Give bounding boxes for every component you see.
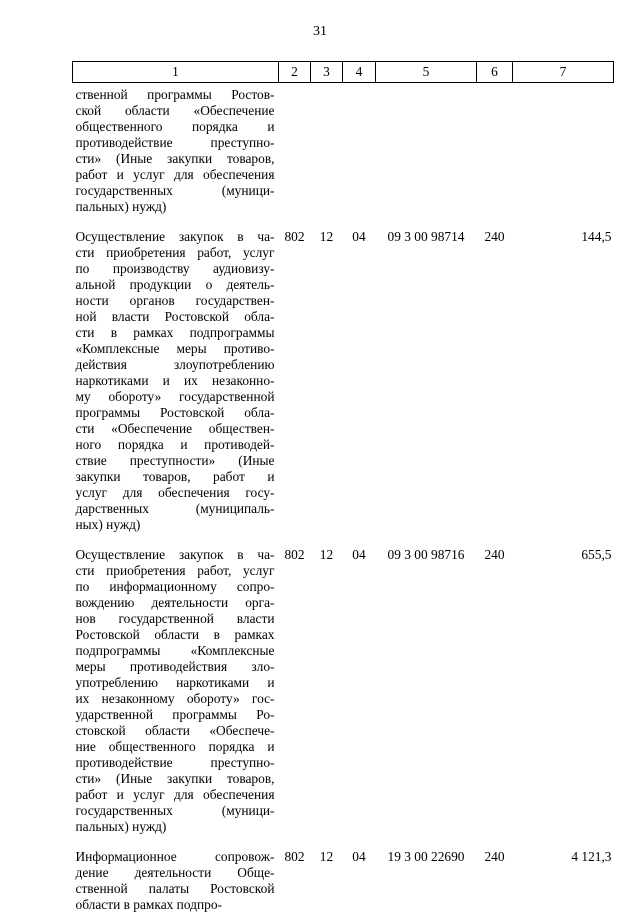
table-body — [73, 83, 614, 913]
description-line: их незаконному обороту» гос- — [76, 691, 275, 707]
description-line: ных) нужд) — [76, 517, 275, 533]
page-number: 31 — [0, 24, 640, 40]
description-line: пальных) нужд) — [76, 819, 275, 835]
description-line: «Комплексные меры противо- — [76, 341, 275, 357]
description-line: Ростовской области в рамках — [76, 627, 275, 643]
description-line: Осуществление закупок в ча- — [76, 547, 275, 563]
description-line: общественного порядка и — [76, 119, 275, 135]
description-line: ударственной программы Ро- — [76, 707, 275, 723]
description-line: по информационному сопро- — [76, 579, 275, 595]
description-line: ности органов государствен- — [76, 293, 275, 309]
amount-cell: 4 121,3 — [513, 849, 614, 913]
column-header: 7 — [513, 62, 614, 83]
description-line: ской области «Обеспечение — [76, 103, 275, 119]
expense-type-cell: 240 — [477, 547, 513, 835]
column-header: 5 — [376, 62, 477, 83]
description-line: ственной программы Ростов- — [76, 87, 275, 103]
admin-code-cell — [279, 83, 311, 216]
target-article-cell — [376, 83, 477, 216]
description-line: по производству аудиовизу- — [76, 261, 275, 277]
section-cell: 12 — [311, 229, 343, 533]
description-cell — [73, 83, 279, 216]
column-header: 6 — [477, 62, 513, 83]
description-line: Осуществление закупок в ча- — [76, 229, 275, 245]
subsection-cell: 04 — [343, 849, 376, 913]
description-cell — [73, 849, 279, 913]
row-spacer — [73, 835, 614, 849]
description-line: альной продукции о деятель- — [76, 277, 275, 293]
section-cell: 12 — [311, 849, 343, 913]
description-line: дарственных (муниципаль- — [76, 501, 275, 517]
subsection-cell: 04 — [343, 547, 376, 835]
description-line: Информационное сопровож- — [76, 849, 275, 865]
description-line: сти» (Иные закупки товаров, — [76, 151, 275, 167]
target-article-cell: 09 3 00 98714 — [376, 229, 477, 533]
description-line: подпрограммы «Комплексные — [76, 643, 275, 659]
expense-type-cell: 240 — [477, 229, 513, 533]
description-line: ного порядка и противодей- — [76, 437, 275, 453]
header-row — [73, 62, 614, 83]
description-line: государственных (муници- — [76, 183, 275, 199]
description-line: ствие преступности» (Иные — [76, 453, 275, 469]
description-line: государственных (муници- — [76, 803, 275, 819]
spacer-cell — [73, 215, 614, 229]
description-line: ние общественного порядка и — [76, 739, 275, 755]
description-line: действия злоупотреблению — [76, 357, 275, 373]
description-line: вождению деятельности орга- — [76, 595, 275, 611]
description-line: стовской области «Обеспече- — [76, 723, 275, 739]
description-line: му обороту» государственной — [76, 389, 275, 405]
column-header: 2 — [279, 62, 311, 83]
budget-table — [72, 61, 614, 913]
section-cell — [311, 83, 343, 216]
section-cell: 12 — [311, 547, 343, 835]
description-line: ственной палаты Ростовской — [76, 881, 275, 897]
subsection-cell: 04 — [343, 229, 376, 533]
table-row — [73, 849, 614, 913]
column-header: 1 — [73, 62, 279, 83]
description-line: услуг для обеспечения госу- — [76, 485, 275, 501]
amount-cell: 144,5 — [513, 229, 614, 533]
expense-type-cell: 240 — [477, 849, 513, 913]
description-line: нов государственной власти — [76, 611, 275, 627]
table-row — [73, 83, 614, 216]
description-line: меры противодействия зло- — [76, 659, 275, 675]
description-line: закупки товаров, работ и — [76, 469, 275, 485]
admin-code-cell: 802 — [279, 229, 311, 533]
description-line: программы Ростовской обла- — [76, 405, 275, 421]
description-line: дение деятельности Обще- — [76, 865, 275, 881]
expense-type-cell — [477, 83, 513, 216]
description-line: сти приобретения работ, услуг — [76, 245, 275, 261]
spacer-cell — [73, 835, 614, 849]
description-line: противодействие преступно- — [76, 135, 275, 151]
column-header: 4 — [343, 62, 376, 83]
description-line: сти в рамках подпрограммы — [76, 325, 275, 341]
row-spacer — [73, 215, 614, 229]
description-cell — [73, 547, 279, 835]
amount-cell: 655,5 — [513, 547, 614, 835]
target-article-cell: 09 3 00 98716 — [376, 547, 477, 835]
target-article-cell: 19 3 00 22690 — [376, 849, 477, 913]
description-line: работ и услуг для обеспечения — [76, 167, 275, 183]
column-header: 3 — [311, 62, 343, 83]
description-line: употреблению наркотиками и — [76, 675, 275, 691]
row-spacer — [73, 533, 614, 547]
amount-cell — [513, 83, 614, 216]
subsection-cell — [343, 83, 376, 216]
description-line: ной власти Ростовской обла- — [76, 309, 275, 325]
table-row — [73, 547, 614, 835]
admin-code-cell: 802 — [279, 547, 311, 835]
table-row — [73, 229, 614, 533]
description-line: противодействие преступно- — [76, 755, 275, 771]
description-cell — [73, 229, 279, 533]
description-line: сти» (Иные закупки товаров, — [76, 771, 275, 787]
description-line: сти «Обеспечение обществен- — [76, 421, 275, 437]
description-line: работ и услуг для обеспечения — [76, 787, 275, 803]
description-line: пальных) нужд) — [76, 199, 275, 215]
description-line: области в рамках подпро- — [76, 897, 275, 913]
admin-code-cell: 802 — [279, 849, 311, 913]
description-line: наркотиками и их незаконно- — [76, 373, 275, 389]
spacer-cell — [73, 533, 614, 547]
description-line: сти приобретения работ, услуг — [76, 563, 275, 579]
